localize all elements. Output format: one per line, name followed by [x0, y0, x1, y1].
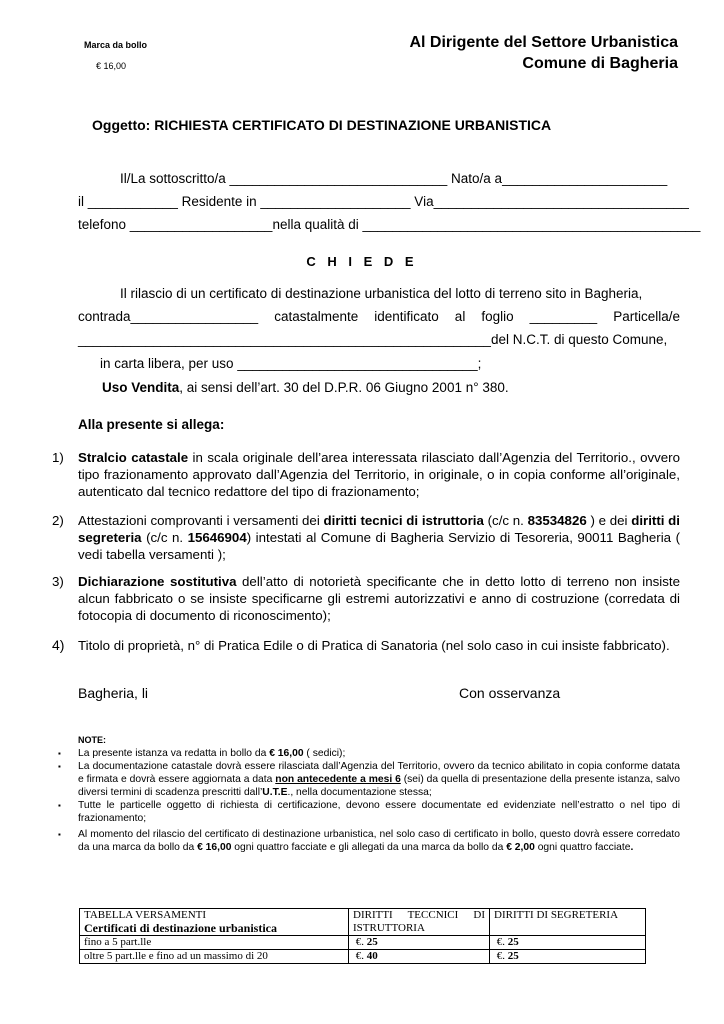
note-item [58, 799, 680, 825]
note-text: La presente istanza va redatta in bollo da [78, 748, 270, 759]
table-cell-label: fino a 5 part.lle [80, 936, 349, 950]
attachment-bold: diritti di segreteria [78, 513, 680, 545]
request-line-4: in carta libera, per uso ________________________________; [100, 356, 482, 371]
attachment-number: 3) [52, 574, 64, 589]
attachment-body: in scala originale dell’area interessata rilasciato dall’Agenzia del Territorio., ovvero tipo frazionamento approvato dall’Agenzia del Territorio, in originale, o in copia conforme all’originale, autenticato dal tecnico redattore del tipo di frazionamento; [78, 450, 681, 499]
request-line-2: contrada_________________ catastalmente identificato al foglio _________ Particella/e [78, 309, 680, 324]
table-cell-value [490, 950, 646, 964]
attachment-bold: 15646904 [187, 530, 247, 545]
notes-list [58, 747, 680, 854]
stamp-price: € 16,00 [96, 61, 127, 71]
note-bold-underline: non antecedente a mesi 6 [275, 774, 401, 785]
table-cell-label: oltre 5 part.lle e fino ad un massimo di 20 [80, 950, 349, 964]
table-header-cell: DIRITTI DI SEGRETERIA [490, 909, 646, 936]
table-cell-value [490, 936, 646, 950]
stamp-label: Marca da bollo [84, 40, 148, 50]
attachment-body: Attestazioni comprovanti i versamenti dei [78, 513, 324, 528]
table-header-row [80, 909, 646, 936]
amount: 40 [366, 950, 378, 962]
bullet-icon: ▪ [58, 801, 61, 810]
currency-prefix: €. [355, 936, 367, 948]
note-text: Tutte le particelle oggetto di richiesta di certificazione, devono essere documentate ed evidenziate nell’estratto o nel tipo di frazionamento; [78, 800, 680, 824]
note-text: (sei) da quella di presentazione della presente istanza, salvo diversi termini di scadenza prescritti dall’ [78, 774, 680, 798]
currency-prefix: €. [355, 950, 367, 962]
uso-vendita-line [102, 380, 509, 395]
attachment-text [78, 573, 680, 624]
uso-vendita-bold: Uso Vendita [102, 380, 180, 395]
attachments-heading: Alla presente si allega: [78, 417, 225, 432]
note-text: La documentazione catastale dovrà essere rilasciata dall’Agenzia del Territorio, ovvero da tecnico abilitato in copia conforme datata e firmata e dovrà essere aggiornata a data [78, 761, 680, 785]
attachment-text: Titolo di proprietà, n° di Pratica Edile o di Pratica di Sanatoria (nel solo caso in cui insiste fabbricato). [78, 638, 670, 653]
bullet-icon: ▪ [58, 830, 61, 839]
uso-vendita-rest: , ai sensi dell’art. 30 del D.P.R. 06 Giugno 2001 n° 380. [179, 380, 509, 395]
notes-title: NOTE: [78, 735, 106, 745]
chiede-heading: C H I E D E [306, 254, 418, 269]
currency-prefix: €. [496, 950, 508, 962]
attachment-number: 4) [52, 637, 65, 653]
amount: 25 [507, 936, 519, 948]
table-cell-value [349, 936, 490, 950]
amount: 25 [366, 936, 378, 948]
table-subtitle: Certificati di destinazione urbanistica [84, 921, 277, 935]
recipient-line-2: Comune di Bagheria [522, 55, 678, 72]
note-text: ( sedici); [303, 748, 346, 759]
applicant-line-3: telefono ___________________nella qualità di _____________________________________________ [78, 217, 701, 232]
attachment-body: ) intestati al Comune di Bagheria Servizio di Tesoreria, 90011 Bagheria ( vedi tabella versamenti ); [78, 530, 680, 562]
attachment-text [78, 449, 680, 500]
note-bold: € 2,00 [506, 842, 535, 853]
note-bold: U.T.E [262, 787, 288, 798]
table-title: TABELLA VERSAMENTI [84, 909, 207, 921]
applicant-line-2: il ____________ Residente in ____________________ Via__________________________________ [78, 194, 689, 209]
attachment-bold: 83534826 [527, 513, 587, 528]
attachment-body: dell’atto di notorietà specificante che in detto lotto di terreno non insiste alcun fabbricato o se insiste specificarne gli estremi autorizzativi e anno di costruzione (corredata di fotocopia di documento di riconoscimento); [78, 574, 680, 623]
closing: Con osservanza [459, 685, 561, 701]
note-item [58, 747, 680, 760]
attachment-bold: Stralcio catastale [78, 450, 189, 465]
attachment-body: ) e dei [586, 513, 632, 528]
attachment-body: (c/c n. [483, 513, 528, 528]
table-header-cell [80, 909, 349, 936]
attachment-body: (c/c n. [141, 530, 188, 545]
subject: Oggetto: RICHIESTA CERTIFICATO DI DESTINAZIONE URBANISTICA [92, 117, 552, 133]
attachment-number: 2) [52, 513, 64, 528]
note-text: ogni quattro facciate [534, 842, 631, 853]
payments-table [79, 908, 646, 964]
note-text: Al momento del rilascio del certificato di destinazione urbanistica, nel solo caso di certificato in bollo, questo dovrà essere corredato da una marca da bollo da [78, 829, 680, 853]
note-bold: € 16,00 [269, 748, 304, 759]
request-line-1: Il rilascio di un certificato di destinazione urbanistica del lotto di terreno sito in Bagheria, [120, 286, 643, 301]
note-item [58, 760, 680, 799]
note-text: ., nella documentazione stessa; [287, 787, 432, 798]
note-bold: . [630, 842, 634, 853]
note-bold: € 16,00 [197, 842, 232, 853]
bullet-icon: ▪ [58, 749, 61, 758]
applicant-line-1: Il/La sottoscritto/a _____________________________ Nato/a a______________________ [120, 171, 668, 186]
request-line-3: _______________________________________________________del N.C.T. di questo Comune, [78, 332, 668, 347]
table-row [80, 936, 646, 950]
bullet-icon: ▪ [58, 762, 61, 771]
recipient-line-1: Al Dirigente del Settore Urbanistica [409, 34, 678, 51]
table-cell-value [349, 950, 490, 964]
currency-prefix: €. [496, 936, 508, 948]
place-date: Bagheria, li [78, 685, 149, 701]
attachment-text [78, 512, 680, 563]
attachment-number: 1) [52, 450, 64, 465]
recipient-block [409, 32, 678, 74]
table-row [80, 950, 646, 964]
note-item [58, 828, 680, 854]
table-header-cell: DIRITTI TECCNICI DI ISTRUTTORIA [349, 909, 490, 936]
attachment-bold: diritti tecnici di istruttoria [323, 513, 484, 528]
attachment-bold: Dichiarazione sostitutiva [78, 574, 237, 589]
amount: 25 [507, 950, 519, 962]
note-text: ogni quattro facciate e gli allegati da una marca da bollo da [231, 842, 507, 853]
